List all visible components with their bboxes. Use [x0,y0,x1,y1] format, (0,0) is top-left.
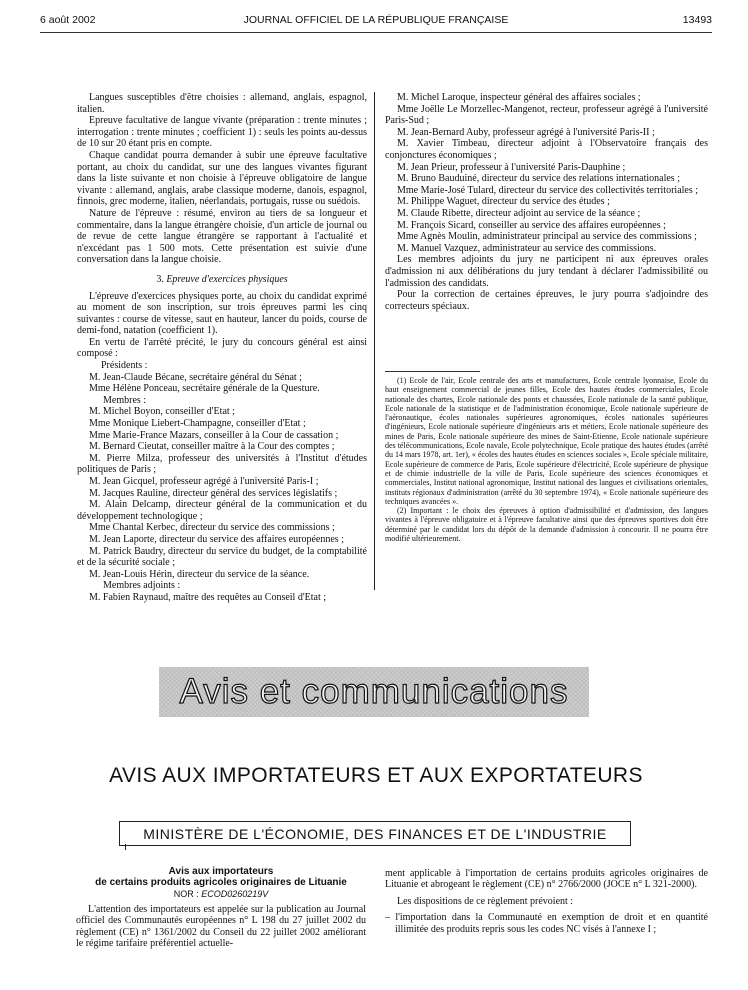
adjoint-item: M. Fabien Raynaud, maître des requêtes au Conseil d'Etat ; [89,591,327,603]
paragraph-candidate-choice: Chaque candidat pourra demander à subir une épreuve facultative portant, au choix du candidat, sur une des langues vivantes figurant dans la liste suivante et non choisie à l'épreuve obligatoire de langue vivante : allemand, anglais, arabe classique moderne, danois, espagnol, finnois, grec moderne, italien, néerlandais, portugais, russe ou suédois. [77,149,367,208]
header-page-number: 13493 [682,14,712,26]
right-column [385,92,708,312]
membre-item: M. Philippe Waguet, directeur du service des études ; [397,196,610,208]
president-item: Mme Hélène Ponceau, secrétaire générale de la Questure. [89,383,320,395]
notice-title-line1: Avis aux importateurs [168,866,274,877]
adjoints-label: Membres adjoints : [103,580,181,592]
notice-title-line2: de certains produits agricoles originaires de Lituanie [95,877,347,888]
footnotes [385,376,708,543]
footnote-1: (1) Ecole de l'air, Ecole centrale des arts et manufactures, Ecole centrale lyonnaise, Ecole du haut enseignement commercial de jeunes filles, Ecole des hautes études commerciales, Ecole nationale des chartes, Ecole nationale des ponts et chaussées, Ecole nationale de la santé publique, Ecole nationale de la statistique et de l'administration économique, Ecole nationale supérieure de l'aéronautique, écoles nationales supérieures agronomiques, écoles nationales supérieures d'ingénieurs, Ecole nationale supérieure d'ingénieurs arts et métiers, Ecole nationale supérieure des mines de Paris, Ecole nationale supérieure des mines de Saint-Etienne, Ecole nationale supérieure des télécommunications, Ecole navale, Ecole polytechnique, Ecole pratique des hautes études (arrêté du 14 mars 1978, art. 1er), « écoles des hautes études en sciences sociales », Ecole spéciale militaire, Ecole supérieure de commerce de Paris, Ecole supérieure d'électricité, Ecole supérieure de physique et de chimie industrielle de la ville de Paris, Ecole supérieure des sciences économiques et commerciales, Institut national agronomique, Institut national des langues et civilisations orientales, instituts régionaux d'administration (arrêté du 30 septembre 1974), « Ecole nationale supérieure des techniques avancées ». [385,376,708,506]
page-header [40,14,712,30]
membre-item: M. Michel Laroque, inspecteur général des affaires sociales ; [397,92,641,103]
notice-list-item: – l'importation dans la Communauté en exemption de droit et en quantité illimitée des produits repris sous les codes NC visés à l'annexe I ; [385,912,708,935]
membre-item: M. Jean Gicquel, professeur agrégé à l'université Paris-I ; [89,476,319,487]
notice-body: L'attention des importateurs est appelée sur la publication au Journal officiel des Communautés européennes n° L 198 du 27 juillet 2002 du règlement (CE) n° 1361/2002 du Conseil du 22 juillet 2002 améliorant le régime tarifaire préférentiel actuelle- [76,904,366,950]
column-divider [374,92,375,590]
header-rule [40,32,712,33]
section-banner [159,667,589,717]
section-heading [77,274,367,286]
notice-left [76,866,366,950]
notice-dispositions: Les dispositions de ce règlement prévoient : [397,895,574,907]
membre-item: M. Jean-Louis Hérin, directeur du service de la séance. [89,568,310,580]
ministry-name: MINISTÈRE DE L'ÉCONOMIE, DES FINANCES ET DE L'INDUSTRIE [143,825,607,842]
header-journal-title: JOURNAL OFFICIEL DE LA RÉPUBLIQUE FRANÇAISE [243,14,509,26]
footnote-rule [385,371,480,372]
ministry-box-tick [125,844,126,850]
notice-right [385,868,708,935]
paragraph-adjoints-role: Les membres adjoints du jury ne participent ni aux épreuves orales d'admission ni aux délibérations du jury tendant à déclarer l'admissibilité ou l'admission des candidats. [385,254,708,289]
nor-code: ECOD0260219V [201,889,269,899]
nor-label: NOR : [173,889,199,899]
membre-item: M. Xavier Timbeau, directeur adjoint à l'Observatoire français des conjonctures économiques ; [385,138,708,161]
membre-item: Mme Monique Liebert-Champagne, conseiller d'Etat ; [89,418,306,430]
section-title: Epreuve d'exercices physiques [166,273,288,285]
membre-item: Mme Marie-France Mazars, conseiller à la Cour de cassation ; [89,429,339,441]
paragraph-languages: Langues susceptibles d'être choisies : allemand, anglais, espagnol, italien. [77,92,367,115]
notice-continuation: ment applicable à l'importation de certains produits agricoles originaires de Lituanie et abrogeant le règlement (CE) n° 2766/2000 (JOCE n° L 321-2000). [385,868,708,891]
presidents-label: Présidents : [101,360,148,372]
membre-item: Mme Agnès Moulin, administrateur principal au service des commissions ; [397,231,697,243]
membre-item: M. Manuel Vazquez, administrateur au service des commissions. [397,242,657,254]
membre-item: M. Bernard Cieutat, conseiller maître à la Cour des comptes ; [89,441,335,453]
paragraph-physical-test: L'épreuve d'exercices physiques porte, au choix du candidat exprimé au moment de son inscription, sur trois épreuves parmi les cinq suivantes : course de vitesse, saut en hauteur, lancer du poids, course de demi-fond, natation (coefficient 1). [77,290,367,337]
membre-item: M. Michel Boyon, conseiller d'Etat ; [89,406,235,418]
membre-item: Mme Joëlle Le Morzellec-Mangenot, recteur, professeur agrégé à l'université Paris-Sud ; [385,103,708,127]
left-column [77,92,367,604]
membre-item: M. Jean Prieur, professeur à l'université Paris-Dauphine ; [397,161,626,173]
membre-item: M. Claude Ribette, directeur adjoint au service de la séance ; [397,207,641,219]
membre-item: M. Alain Delcamp, directeur général de la communication et du développement technologique ; [77,499,367,522]
president-item: M. Jean-Claude Bécane, secrétaire général du Sénat ; [89,371,302,383]
membre-item: Mme Chantal Kerbec, directeur du service des commissions ; [89,522,335,534]
membre-item: M. Bruno Bauduiné, directeur du service des relations internationales ; [397,173,680,185]
banner-title: Avis et communications [179,672,569,711]
header-date: 6 août 2002 [40,14,96,26]
paragraph-test-nature: Nature de l'épreuve : résumé, environ au tiers de sa longueur et commentaire, dans la langue étrangère choisie, d'un article de journal ou de revue de cette langue étrangère se rapportant à l'actualité et n'excédant pas 1 500 mots. Cette présentation est suivie d'une conversation dans la langue choisie. [77,207,367,266]
ministry-box [119,821,631,846]
membre-item: M. Jacques Rauline, directeur général des services législatifs ; [89,487,338,499]
paragraph-correctors: Pour la correction de certaines épreuves, le jury pourra s'adjoindre des correcteurs spéciaux. [385,289,708,312]
membre-item: Mme Marie-José Tulard, directeur du service des collectivités territoriales ; [397,184,699,196]
section-number: 3. [156,273,164,285]
membre-item: M. Jean Laporte, directeur du service des affaires européennes ; [89,533,344,545]
membres-label: Membres : [103,394,147,406]
footnote-2: (2) Important : le choix des épreuves à option d'admissibilité et d'admission, des langues vivantes à l'épreuve obligatoire et à l'épreuve facultative ainsi que des épreuves sportives doit être déterminé par le candidat lors du dépôt de la demande d'admission à concourir. Il ne pourra être modifié ultérieurement. [385,506,708,544]
membre-item: M. Pierre Milza, professeur des universités à l'Institut d'études politiques de Paris ; [77,452,367,476]
nor-reference [76,888,366,900]
main-section-title: AVIS AUX IMPORTATEURS ET AUX EXPORTATEURS [109,764,643,787]
membre-item: M. Patrick Baudry, directeur du service du budget, de la comptabilité et de la sécurité sociale ; [77,545,367,569]
membre-item: M. Jean-Bernard Auby, professeur agrégé à l'université Paris-II ; [397,126,655,138]
membre-item: M. François Sicard, conseiller au service des affaires européennes ; [397,219,666,231]
paragraph-optional-test: Epreuve facultative de langue vivante (préparation : trente minutes ; interrogation : trente minutes ; coefficient 1) : seuls les points au-dessus de 10 sur 20 étant pris en compte. [77,115,367,150]
paragraph-jury-intro: En vertu de l'arrêté précité, le jury du concours général est ainsi composé : [77,336,367,360]
